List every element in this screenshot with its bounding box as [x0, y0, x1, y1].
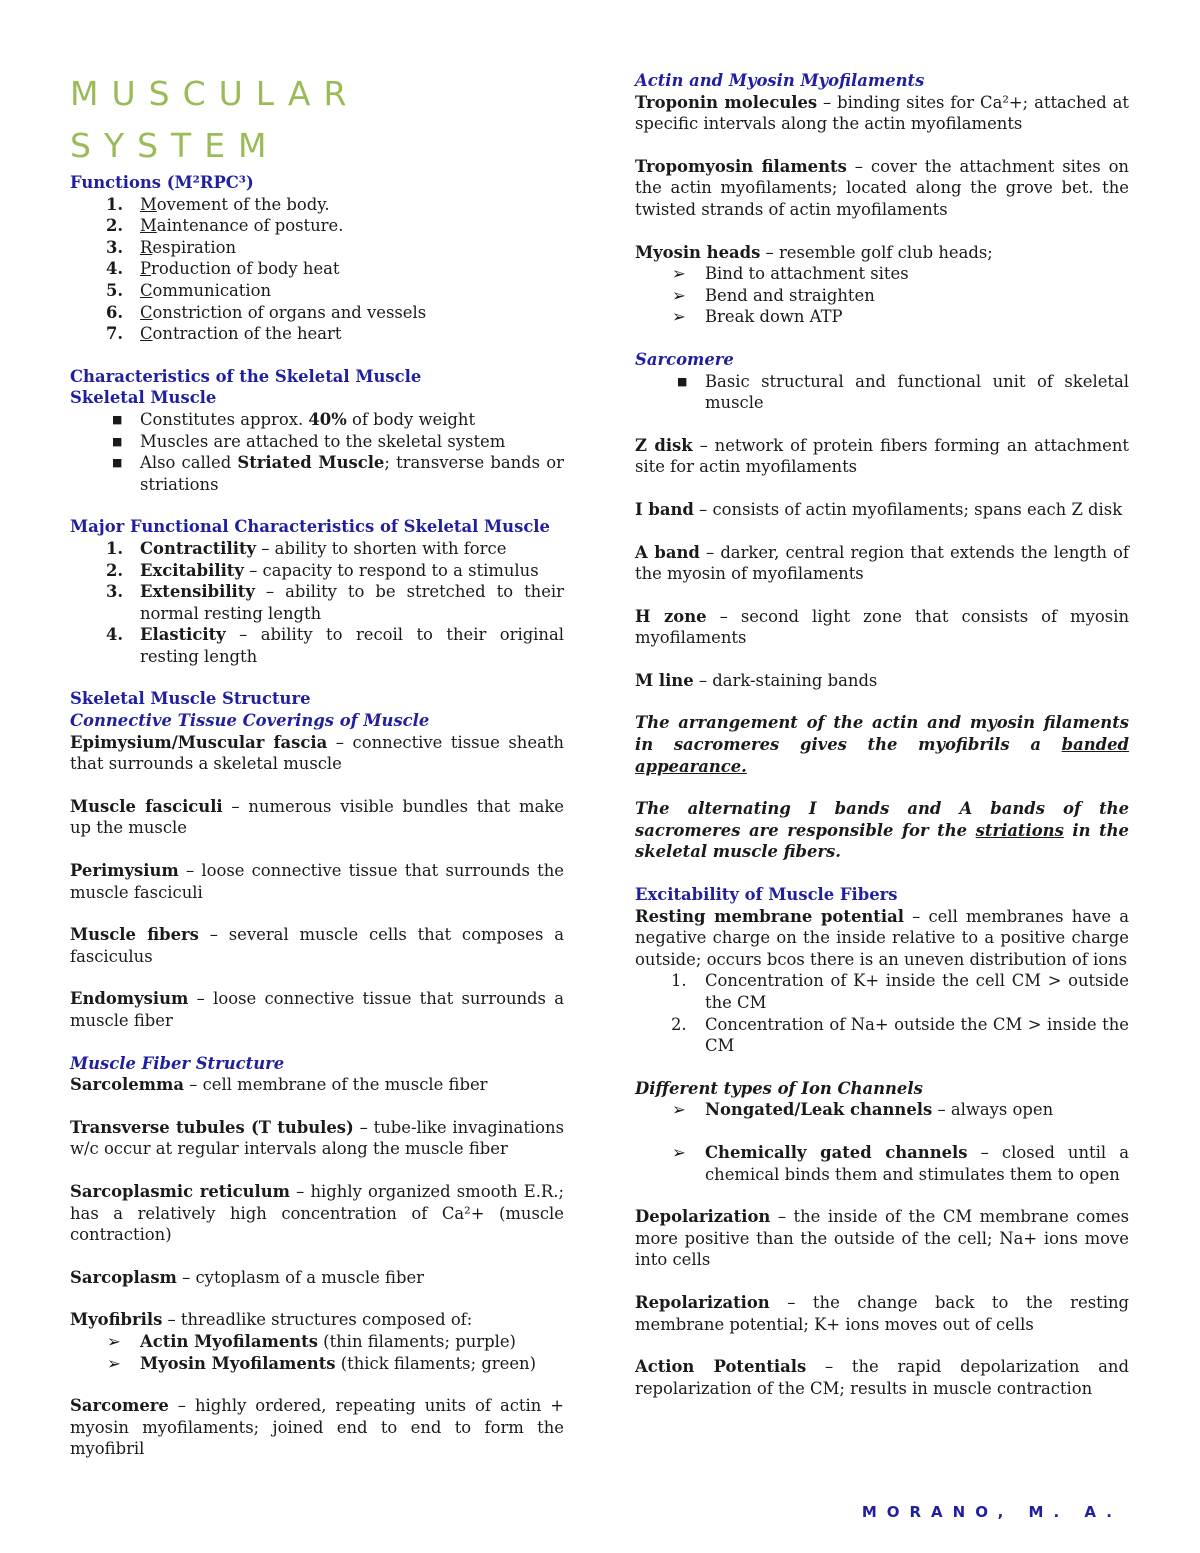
list-item: ➢ Bind to attachment sites — [672, 264, 909, 284]
emphasis-note: The alternating I bands and A bands of the sacromeres are responsible for the striations in the skeletal muscle fibers. — [635, 799, 1129, 862]
list-item: 3. Respiration — [106, 237, 237, 257]
connective-heading: Connective Tissue Coverings of Muscle — [70, 711, 430, 731]
major-list — [70, 538, 564, 668]
list-item: ➢ Bend and straighten — [672, 285, 875, 305]
arrow-bullet-icon: ➢ — [672, 264, 686, 284]
list-item: 2. Concentration of Na+ outside the CM > inside the CM — [671, 1014, 1129, 1056]
major-characteristics-heading: Major Functional Characteristics of Skeletal Muscle — [70, 517, 550, 537]
arrow-bullet-icon: ➢ — [107, 1353, 121, 1373]
resting-list — [635, 970, 1129, 1056]
list-item: ➢ Actin Myofilaments (thin filaments; purple) — [107, 1331, 516, 1351]
list-item: 3. Extensibility – ability to be stretched to their normal resting length — [106, 582, 564, 623]
definition: Sarcoplasmic reticulum – highly organized smooth E.R.; has a relatively high concentration of Ca²+ (muscle contraction) — [70, 1181, 564, 1245]
fiber-structure-heading: Muscle Fiber Structure — [70, 1053, 285, 1073]
structure-heading: Skeletal Muscle Structure — [70, 689, 311, 709]
page-title: MUSCULAR SYSTEM — [70, 74, 360, 165]
list-item: ■ Basic structural and functional unit of skeletal muscle — [677, 371, 1129, 413]
list-item: 1. Contractility – ability to shorten with force — [106, 538, 507, 558]
definition: Sarcomere – highly ordered, repeating units of actin + myosin myofilaments; joined end to end to form the myofibril — [70, 1396, 564, 1459]
arrow-bullet-icon: ➢ — [672, 1142, 686, 1162]
ion-channel-list — [635, 1099, 1129, 1185]
list-item: ➢ Chemically gated channels – closed until a chemical binds them and stimulates them to open — [672, 1142, 1129, 1184]
list-item: ■ Also called Striated Muscle; transverse bands or striations — [112, 453, 564, 494]
arrow-bullet-icon: ➢ — [672, 285, 686, 305]
list-item: 1. Concentration of K+ inside the cell CM > outside the CM — [671, 971, 1129, 1012]
author-footer: MORANO, M. A. — [861, 1503, 1122, 1521]
list-item: ➢ Nongated/Leak channels – always open — [672, 1100, 1054, 1120]
list-item: 6. Constriction of organs and vessels — [106, 302, 427, 322]
arrow-bullet-icon: ➢ — [672, 1100, 686, 1120]
definition: Muscle fibers – several muscle cells that composes a fasciculus — [70, 925, 564, 966]
list-item: 1. Movement of the body. — [106, 194, 330, 214]
list-item: 7. Contraction of the heart — [106, 324, 342, 344]
list-item: 5. Communication — [106, 280, 272, 300]
ion-channels-heading: Different types of Ion Channels — [635, 1078, 923, 1098]
definition: A band – darker, central region that extends the length of the myosin of myofilaments — [635, 542, 1129, 584]
arrow-bullet-icon: ➢ — [672, 307, 686, 327]
definition: Epimysium/Muscular fascia – connective tissue sheath that surrounds a skeletal muscle — [70, 732, 564, 774]
bullet-icon: ■ — [677, 374, 688, 388]
list-item: 2. Excitability – capacity to respond to a stimulus — [106, 560, 539, 580]
sarcomere-bullets — [635, 371, 1129, 414]
functions-heading: Functions (M²RPC³) — [70, 173, 254, 192]
arrow-bullet-icon: ➢ — [107, 1331, 121, 1351]
list-item: ➢ Myosin Myofilaments (thick filaments; green) — [107, 1353, 536, 1373]
list-item: 4. Elasticity – ability to recoil to their original resting length — [106, 625, 564, 666]
bullet-icon: ■ — [112, 434, 123, 448]
excitability-heading: Excitability of Muscle Fibers — [635, 885, 898, 905]
emphasis-note: The arrangement of the actin and myosin filaments in sacromeres gives the myofibrils a banded appearance. — [635, 713, 1129, 776]
definition: Transverse tubules (T tubules) – tube-like invaginations w/c occur at regular intervals along the muscle fiber — [70, 1117, 564, 1159]
definition: Endomysium – loose connective tissue that surrounds a muscle fiber — [70, 989, 564, 1030]
actin-myosin-heading: Actin and Myosin Myofilaments — [635, 71, 925, 90]
myosin-heads-list — [635, 263, 1129, 328]
characteristics-heading: Characteristics of the Skeletal Muscle — [70, 366, 422, 386]
bullet-icon: ■ — [112, 412, 123, 426]
definition: H zone – second light zone that consists of myosin myofilaments — [635, 606, 1129, 648]
skeletal-bullets — [70, 409, 564, 495]
list-item: 4. Production of body heat — [106, 259, 340, 279]
definition: Depolarization – the inside of the CM membrane comes more positive than the outside of the cell; Na+ ions move into cells — [635, 1207, 1129, 1270]
list-item: ■ Muscles are attached to the skeletal system — [112, 431, 506, 451]
list-item: 2. Maintenance of posture. — [106, 216, 344, 236]
definition: I band – consists of actin myofilaments; spans each Z disk — [635, 499, 1123, 519]
sarcomere-heading: Sarcomere — [635, 349, 734, 369]
definition: Troponin molecules – binding sites for Ca²+; attached at specific intervals along the actin myofilaments — [635, 92, 1129, 134]
definition: Action Potentials – the rapid depolarization and repolarization of the CM; results in muscle contraction — [635, 1357, 1129, 1398]
definition: Sarcolemma – cell membrane of the muscle fiber — [70, 1075, 488, 1095]
definition: Muscle fasciculi – numerous visible bundles that make up the muscle — [70, 796, 564, 838]
definition: Repolarization – the change back to the resting membrane potential; K+ ions moves out of cells — [635, 1292, 1129, 1334]
skeletal-muscle-heading: Skeletal Muscle — [70, 388, 217, 408]
list-item: ➢ Break down ATP — [672, 307, 843, 327]
definition: Tropomyosin filaments – cover the attachment sites on the actin myofilaments; located along the grove bet. the twisted strands of actin myofilaments — [635, 156, 1129, 219]
definition: Perimysium – loose connective tissue that surrounds the muscle fasciculi — [70, 861, 564, 902]
right-column — [635, 70, 1129, 1399]
bullet-icon: ■ — [112, 456, 123, 470]
definition: Z disk – network of protein fibers forming an attachment site for actin myofilaments — [635, 435, 1129, 477]
functions-list — [70, 194, 564, 345]
definition: Sarcoplasm – cytoplasm of a muscle fiber — [70, 1267, 424, 1287]
definition: Myofibrils – threadlike structures composed of: — [70, 1310, 473, 1330]
myofibril-list — [70, 1331, 564, 1374]
left-column — [70, 68, 564, 1460]
definition: Myosin heads – resemble golf club heads; — [635, 242, 993, 262]
definition: M line – dark-staining bands — [635, 670, 878, 690]
definition: Resting membrane potential – cell membranes have a negative charge on the inside relative to a positive charge outside; occurs bcos there is an uneven distribution of ions — [635, 906, 1129, 969]
list-item: ■ Constitutes approx. 40% of body weight — [112, 409, 476, 429]
